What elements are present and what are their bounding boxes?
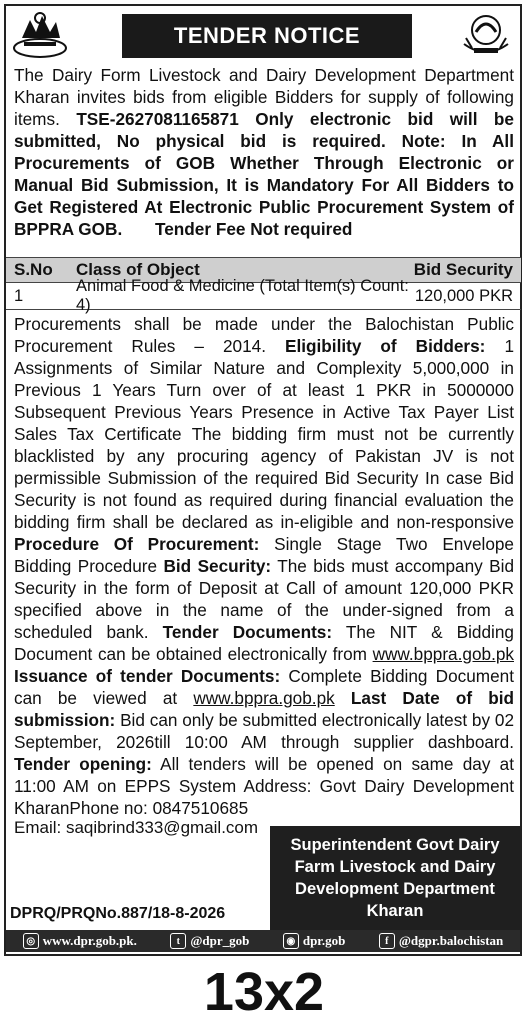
tender-fee: Tender Fee Not required: [155, 219, 353, 239]
opening-text: All tenders will be opened on same day at 11:00 AM on EPPS System Address: Govt Dairy Development KharanPhone no: 0847510685: [14, 754, 514, 818]
procedure-heading: Procedure Of Procurement:: [14, 534, 260, 554]
cell-sno: 1: [14, 286, 24, 305]
cell-bid-security: 120,000 PKR: [414, 286, 513, 305]
eligibility-heading: Eligibility of Bidders:: [285, 336, 486, 356]
footer-facebook-text[interactable]: @dgpr.balochistan: [398, 933, 504, 948]
items-table: [6, 257, 521, 314]
intro-paragraph: [14, 64, 514, 240]
intro-text: The Dairy Form Livestock and Dairy Development Department Kharan invites bids from eligible Bidders for supply of following items.: [14, 65, 514, 129]
instagram-icon: ◉: [283, 933, 299, 949]
cell-class: Animal Food & Medicine (Total Item(s) Count: 4): [76, 277, 409, 314]
page-title: TENDER NOTICE: [122, 14, 412, 58]
col-bid-security: Bid Security: [413, 260, 513, 279]
twitter-icon: t: [170, 933, 186, 949]
footer-web: [23, 933, 137, 949]
ad-size-label: 13x2: [203, 962, 325, 1022]
bppra-link-2[interactable]: www.bppra.gob.pk: [193, 688, 335, 708]
footer-twitter-text[interactable]: @dpr_gob: [190, 933, 250, 948]
footer-twitter: [170, 933, 249, 949]
rules-text: Procurements shall be made under the Balochistan Public Procurement Rules – 2014.: [14, 314, 514, 356]
footer-instagram: [283, 933, 346, 949]
email-text: Email: saqibrind333@gmail.com: [14, 818, 259, 837]
signature-line: Farm Livestock and Dairy: [294, 858, 496, 876]
footer-web-text[interactable]: www.dpr.gob.pk.: [42, 933, 137, 948]
issuance-text: Complete Bidding Document can be viewed at: [14, 666, 514, 708]
opening-heading: Tender opening:: [14, 754, 152, 774]
terms-paragraph: [14, 313, 514, 819]
footer-instagram-text[interactable]: dpr.gob: [302, 933, 346, 948]
footer-facebook: [379, 933, 503, 949]
eligibility-text: 1 Assignments of Similar Nature and Complexity 5,000,000 in Previous 1 Years Turn over of at least 1 PKR in 5000000 Subsequent Previous Years Presence in Active Tax Payer List Sales Tax Certificate The bidding firm must not be currently blacklisted by any procuring agency of Pakistan JV is not permissible Submission of the required Bid Security In case Bid Security is not found as required during financial evaluation the bidding firm shall be declared as in-eligible and non-responsive: [14, 336, 514, 532]
signature-line: Kharan: [366, 902, 424, 920]
signature-box: [270, 826, 520, 930]
issuance-heading: Issuance of tender Documents:: [14, 666, 281, 686]
col-sno: S.No: [14, 260, 53, 279]
globe-icon: ◎: [23, 933, 39, 949]
last-date-text: Bid can only be submitted electronically latest by 02 September, 2026till 10:00 AM through supplier dashboard.: [14, 710, 514, 752]
intro-note: TSE-2627081165871 Only electronic bid will be submitted, No physical bid is required. Note: In All Procurements of GOB Whether Through Electronic or Manual Bid Submission, It is Mandatory For All Bidders to Get Registered At Electronic Public Procurement System of BPPRA GOB.: [14, 109, 514, 239]
reference-number: DPRQ/PRQNo.887/18-8-2026: [10, 905, 226, 922]
table-row: [6, 277, 521, 314]
tender-documents-text: The NIT & Bidding Document can be obtained electronically from: [14, 622, 514, 664]
tender-documents-heading: Tender Documents:: [162, 622, 333, 642]
col-class: Class of Object: [76, 260, 200, 279]
bppra-link[interactable]: www.bppra.gob.pk: [372, 644, 514, 664]
bid-security-heading: Bid Security:: [163, 556, 272, 576]
header: [4, 8, 522, 62]
procedure-text: Single Stage Two Envelope Bidding Procedure: [14, 534, 514, 576]
balochistan-emblem-icon: [10, 8, 70, 60]
bid-security-text: The bids must accompany Bid Security in the form of Deposit at Call of amount 120,000 PKR specified above in the name of the under-signed from a scheduled bank.: [14, 556, 515, 642]
last-date-heading: Last Date of bid submission:: [14, 688, 514, 730]
signature-line: Development Department: [295, 880, 495, 898]
department-logo-icon: [456, 8, 516, 60]
footer-bar: [6, 930, 520, 952]
signature-line: Superintendent Govt Dairy: [290, 836, 500, 854]
facebook-icon: f: [379, 933, 395, 949]
